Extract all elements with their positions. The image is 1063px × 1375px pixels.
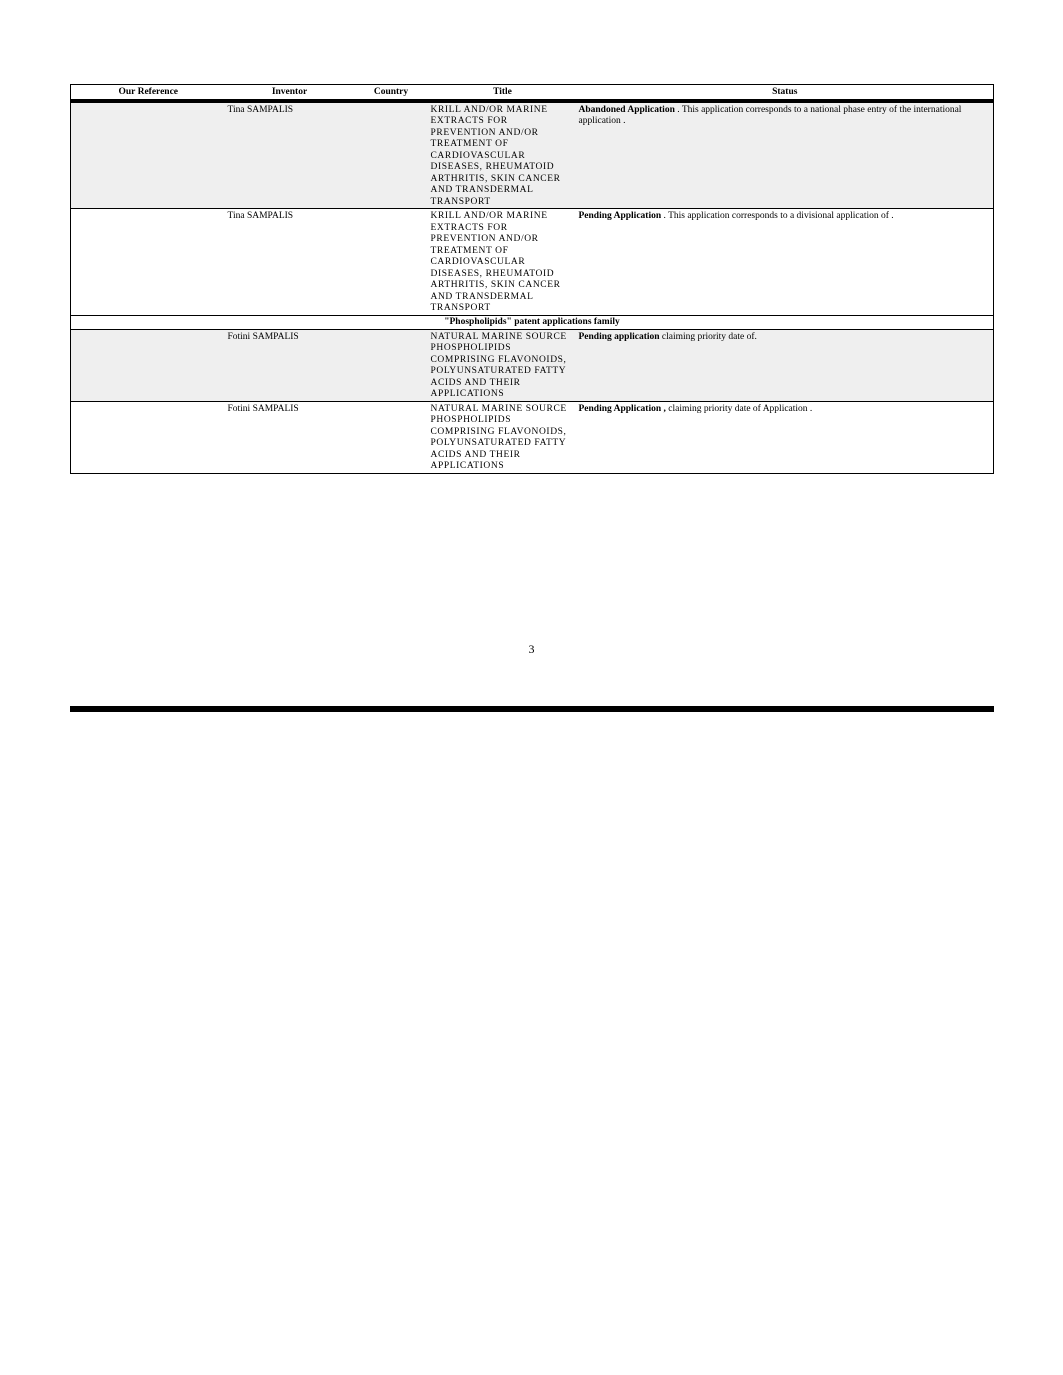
status-lead: Pending Application <box>578 211 662 221</box>
status-cell <box>577 401 994 473</box>
footer-rule <box>70 706 994 712</box>
header-inventor: Inventor <box>226 85 354 101</box>
status-cell <box>577 101 994 209</box>
group-heading-row <box>71 315 994 329</box>
group-heading: "Phospholipids" patent applications family <box>71 315 994 329</box>
inventor-cell: Tina SAMPALIS <box>226 101 354 209</box>
country-cell <box>354 401 429 473</box>
header-our-reference: Our Reference <box>71 85 226 101</box>
status-text: . This application corresponds to a divisional application of . <box>661 211 894 221</box>
table-row <box>71 401 994 473</box>
reference-cell <box>71 209 226 316</box>
status-lead: Abandoned Application <box>578 104 675 115</box>
reference-cell <box>71 401 226 473</box>
status-cell <box>577 209 994 316</box>
inventor-cell: Fotini SAMPALIS <box>226 329 354 401</box>
table-row <box>71 101 994 209</box>
reference-cell <box>71 329 226 401</box>
table-header-row <box>71 85 994 101</box>
title-cell: KRILL AND/OR MARINE EXTRACTS FOR PREVENTION AND/OR TREATMENT OF CARDIOVASCULAR DISEASES, RHEUMATOID ARTHRITIS, SKIN CANCER AND TRANSDERMAL TRANSPORT <box>429 101 577 209</box>
status-cell <box>577 329 994 401</box>
header-title: Title <box>429 85 577 101</box>
country-cell <box>354 209 429 316</box>
status-lead: Pending application <box>578 331 660 342</box>
status-text: claiming priority date of Application . <box>665 403 813 414</box>
page-number: 3 <box>528 642 535 656</box>
header-country: Country <box>354 85 429 101</box>
status-text: . This application corresponds to a national phase entry of the international application . <box>578 104 962 126</box>
patent-applications-table <box>70 84 994 474</box>
table-row <box>71 329 994 401</box>
table-row <box>71 209 994 316</box>
status-text: claiming priority date of. <box>659 331 757 342</box>
country-cell <box>354 329 429 401</box>
title-cell: NATURAL MARINE SOURCE PHOSPHOLIPIDS COMPRISING FLAVONOIDS, POLYUNSATURATED FATTY ACIDS AND THEIR APPLICATIONS <box>429 401 577 473</box>
inventor-cell: Tina SAMPALIS <box>226 209 354 316</box>
status-lead: Pending Application , <box>578 403 666 414</box>
country-cell <box>354 101 429 209</box>
title-cell: NATURAL MARINE SOURCE PHOSPHOLIPIDS COMPRISING FLAVONOIDS, POLYUNSATURATED FATTY ACIDS AND THEIR APPLICATIONS <box>429 329 577 401</box>
inventor-cell: Fotini SAMPALIS <box>226 401 354 473</box>
reference-cell <box>71 101 226 209</box>
title-cell: KRILL AND/OR MARINE EXTRACTS FOR PREVENTION AND/OR TREATMENT OF CARDIOVASCULAR DISEASES, RHEUMATOID ARTHRITIS, SKIN CANCER AND TRANSDERMAL TRANSPORT <box>429 209 577 316</box>
header-status: Status <box>577 85 994 101</box>
